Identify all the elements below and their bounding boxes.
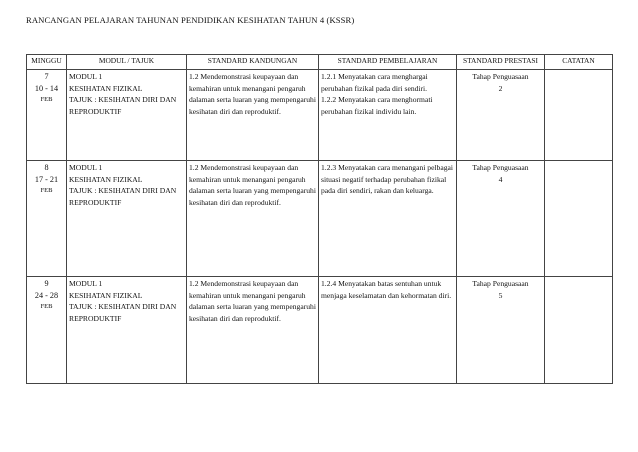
pembelajaran-cell	[319, 161, 457, 277]
modul-cell	[67, 161, 187, 277]
week-dates: 17 - 21	[34, 174, 59, 184]
modul-line: MODUL 1	[69, 163, 103, 172]
modul-line: KESIHATAN FIZIKAL	[69, 290, 143, 300]
week-month: FEB	[40, 96, 53, 104]
week-dates: 24 - 28	[34, 290, 59, 300]
prestasi-label: Tahap Penguasaan	[472, 279, 529, 288]
catatan-cell	[545, 70, 613, 161]
prestasi-label: Tahap Penguasaan	[472, 163, 529, 172]
pembelajaran-item: 1.2.1 Menyatakan cara menghargai perubahan fizikal pada diri sendiri.	[321, 72, 428, 93]
modul-line: TAJUK : KESIHATAN DIRI DAN	[69, 186, 177, 196]
modul-line: KESIHATAN FIZIKAL	[69, 83, 143, 93]
week-number: 8	[44, 163, 49, 172]
pembelajaran-cell	[319, 277, 457, 384]
modul-line: KESIHATAN FIZIKAL	[69, 174, 143, 184]
modul-line: MODUL 1	[69, 72, 103, 81]
header-kandungan: STANDARD KANDUNGAN	[187, 55, 319, 70]
week-month: FEB	[40, 187, 53, 195]
modul-line: MODUL 1	[69, 279, 103, 288]
kandungan-cell: 1.2 Mendemonstrasi keupayaan dan kemahiran untuk menangani pengaruh dalaman serta luaran yang mempengaruhi kesihatan diri dan reproduktif.	[187, 70, 319, 161]
header-modul: MODUL / TAJUK	[67, 55, 187, 70]
catatan-cell	[545, 277, 613, 384]
prestasi-level: 4	[498, 174, 503, 184]
header-pembelajaran: STANDARD PEMBELAJARAN	[319, 55, 457, 70]
week-number: 7	[44, 72, 49, 81]
header-prestasi: STANDARD PRESTASI	[457, 55, 545, 70]
minggu-cell	[27, 161, 67, 277]
week-dates: 10 - 14	[34, 83, 59, 93]
kandungan-cell: 1.2 Mendemonstrasi keupayaan dan kemahiran untuk menangani pengaruh dalaman serta luaran yang mempengaruhi kesihatan diri dan reproduktif.	[187, 277, 319, 384]
pembelajaran-item: 1.2.4 Menyatakan batas sentuhan untuk menjaga keselamatan dan kehormatan diri.	[321, 279, 452, 300]
modul-cell	[67, 70, 187, 161]
prestasi-level: 5	[498, 290, 503, 300]
prestasi-level: 2	[498, 83, 503, 93]
modul-line: TAJUK : KESIHATAN DIRI DAN	[69, 302, 177, 312]
prestasi-label: Tahap Penguasaan	[472, 72, 529, 81]
pembelajaran-item: 1.2.2 Menyatakan cara menghormati perubahan fizikal individu lain.	[321, 95, 433, 116]
header-minggu: MINGGU	[27, 55, 67, 70]
table-row	[27, 277, 613, 384]
table-row	[27, 161, 613, 277]
prestasi-cell	[457, 70, 545, 161]
pembelajaran-item: 1.2.3 Menyatakan cara menangani pelbagai situasi negatif terhadap perubahan fizikal pada diri sendiri, rakan dan keluarga.	[321, 163, 453, 196]
week-number: 9	[44, 279, 49, 288]
document-title: RANCANGAN PELAJARAN TAHUNAN PENDIDIKAN KESIHATAN TAHUN 4 (KSSR)	[26, 15, 355, 25]
minggu-cell	[27, 70, 67, 161]
prestasi-cell	[457, 277, 545, 384]
modul-line: REPRODUKTIF	[69, 106, 122, 116]
header-row	[27, 55, 613, 70]
week-month: FEB	[40, 303, 53, 311]
modul-cell	[67, 277, 187, 384]
modul-line: TAJUK : KESIHATAN DIRI DAN	[69, 95, 177, 105]
kandungan-cell: 1.2 Mendemonstrasi keupayaan dan kemahiran untuk menangani pengaruh dalaman serta luaran yang mempengaruhi kesihatan diri dan reproduktif.	[187, 161, 319, 277]
pembelajaran-cell	[319, 70, 457, 161]
catatan-cell	[545, 161, 613, 277]
prestasi-cell	[457, 161, 545, 277]
modul-line: REPRODUKTIF	[69, 313, 122, 323]
lesson-plan-table	[26, 54, 613, 384]
table-row	[27, 70, 613, 161]
header-catatan: CATATAN	[545, 55, 613, 70]
minggu-cell	[27, 277, 67, 384]
modul-line: REPRODUKTIF	[69, 197, 122, 207]
